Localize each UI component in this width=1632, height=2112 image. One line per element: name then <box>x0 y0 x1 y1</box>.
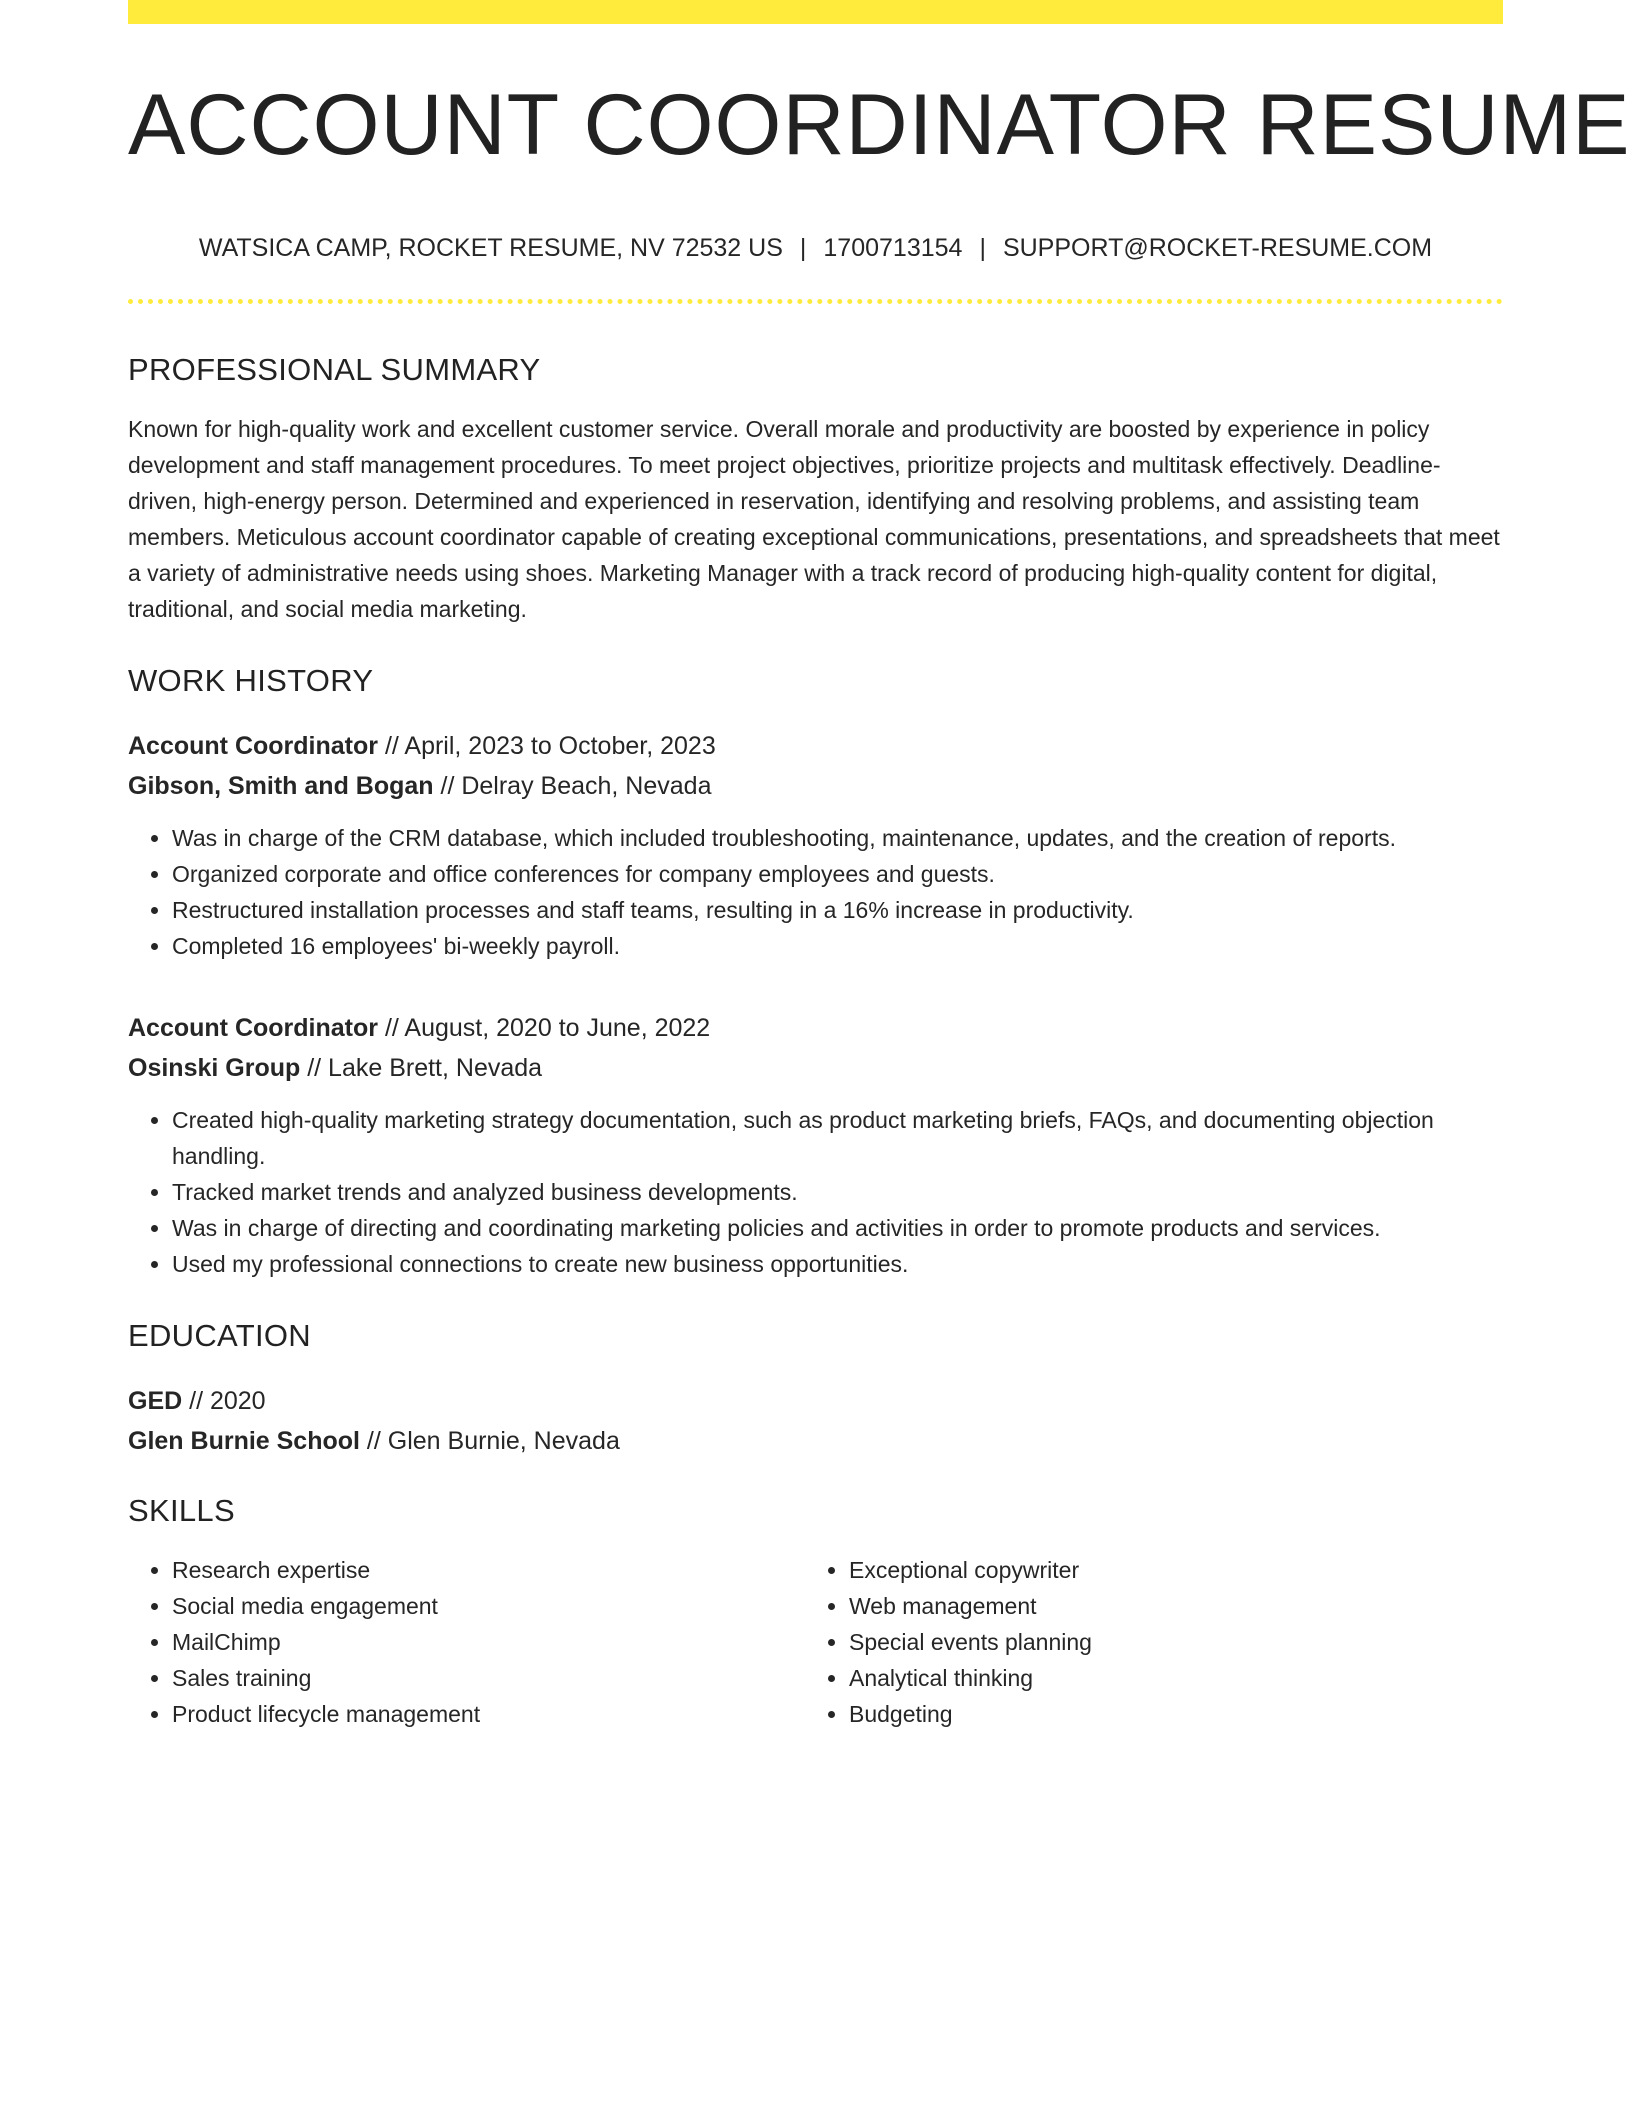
education-year: // 2020 <box>182 1387 266 1415</box>
skill-item: • Product lifecycle management <box>172 1696 805 1732</box>
job-entry <box>128 726 1503 964</box>
job-location: // Delray Beach, Nevada <box>433 772 712 800</box>
skill-item: • Analytical thinking <box>849 1660 1482 1696</box>
skill-item: • Research expertise <box>172 1552 805 1588</box>
education-school: Glen Burnie School <box>128 1427 360 1455</box>
education-location: // Glen Burnie, Nevada <box>359 1427 620 1455</box>
job-bullet: • Created high-quality marketing strategy documentation, such as product marketing briefs, FAQs, and documenting objection handling. <box>172 1102 1503 1174</box>
resume-page <box>128 0 1631 1732</box>
skills-column-right <box>805 1552 1482 1732</box>
job-bullet: • Organized corporate and office conferences for company employees and guests. <box>172 856 1503 892</box>
job-company-line <box>128 766 1503 806</box>
job-bullet: • Was in charge of directing and coordinating marketing policies and activities in order to promote products and services. <box>172 1210 1503 1246</box>
job-bullet: • Used my professional connections to create new business opportunities. <box>172 1246 1503 1282</box>
dotted-divider <box>128 299 1503 304</box>
contact-separator: | <box>979 234 986 262</box>
job-company: Osinski Group <box>128 1054 301 1082</box>
job-dates: // August, 2020 to June, 2022 <box>378 1014 711 1042</box>
job-title-line <box>128 726 1503 766</box>
job-title: Account Coordinator <box>128 732 378 760</box>
skill-item: • MailChimp <box>172 1624 805 1660</box>
job-bullet: • Was in charge of the CRM database, which included troubleshooting, maintenance, updates, and the creation of reports. <box>172 820 1503 856</box>
contact-line <box>128 236 1503 261</box>
job-company-line <box>128 1048 1503 1088</box>
summary-heading: PROFESSIONAL SUMMARY <box>128 352 541 387</box>
contact-separator: | <box>799 234 807 262</box>
job-bullet: • Restructured installation processes and staff teams, resulting in a 16% increase in productivity. <box>172 892 1503 928</box>
job-bullets <box>128 820 1503 964</box>
skills-heading: SKILLS <box>128 1493 235 1528</box>
education-degree: GED <box>128 1387 183 1415</box>
summary-text: Known for high-quality work and excellent customer service. Overall morale and productivity are boosted by experience in policy development and staff management procedures. To meet project objectives, prioritize projects and multitask effectively. Deadline-driven, high-energy person. Determined and experienced in reservation, identifying and resolving problems, and assisting team members. Meticulous account coordinator capable of creating exceptional communications, presentations, and spreadsheets that meet a variety of administrative needs using shoes. Marketing Manager with a track record of producing high-quality content for digital, traditional, and social media marketing. <box>128 416 1500 622</box>
education-degree-line <box>128 1381 1503 1421</box>
skill-item: • Web management <box>849 1588 1482 1624</box>
job-bullets <box>128 1102 1503 1282</box>
education-heading: EDUCATION <box>128 1318 311 1353</box>
job-location: // Lake Brett, Nevada <box>300 1054 543 1082</box>
job-bullet: • Tracked market trends and analyzed business developments. <box>172 1174 1503 1210</box>
job-title-line <box>128 1008 1503 1048</box>
skill-item: • Special events planning <box>849 1624 1482 1660</box>
skills-column-left <box>128 1552 805 1732</box>
resume-title: ACCOUNT COORDINATOR RESUME <box>128 77 1631 173</box>
job-title: Account Coordinator <box>128 1014 378 1042</box>
skills-grid <box>128 1552 1503 1732</box>
job-company: Gibson, Smith and Bogan <box>128 772 434 800</box>
job-entry <box>128 1008 1503 1282</box>
contact-email: SUPPORT@ROCKET-RESUME.COM <box>1002 234 1433 262</box>
skill-item: • Social media engagement <box>172 1588 805 1624</box>
skill-item: • Sales training <box>172 1660 805 1696</box>
job-dates: // April, 2023 to October, 2023 <box>378 732 716 760</box>
job-bullet: • Completed 16 employees' bi-weekly payroll. <box>172 928 1503 964</box>
contact-phone: 1700713154 <box>823 234 963 262</box>
work-history-heading: WORK HISTORY <box>128 663 374 698</box>
education-entry <box>128 1381 1503 1461</box>
education-school-line <box>128 1421 1503 1461</box>
contact-address: WATSICA CAMP, ROCKET RESUME, NV 72532 US <box>198 234 783 262</box>
accent-top-bar <box>128 0 1503 24</box>
skill-item: • Budgeting <box>849 1696 1482 1732</box>
skill-item: • Exceptional copywriter <box>849 1552 1482 1588</box>
